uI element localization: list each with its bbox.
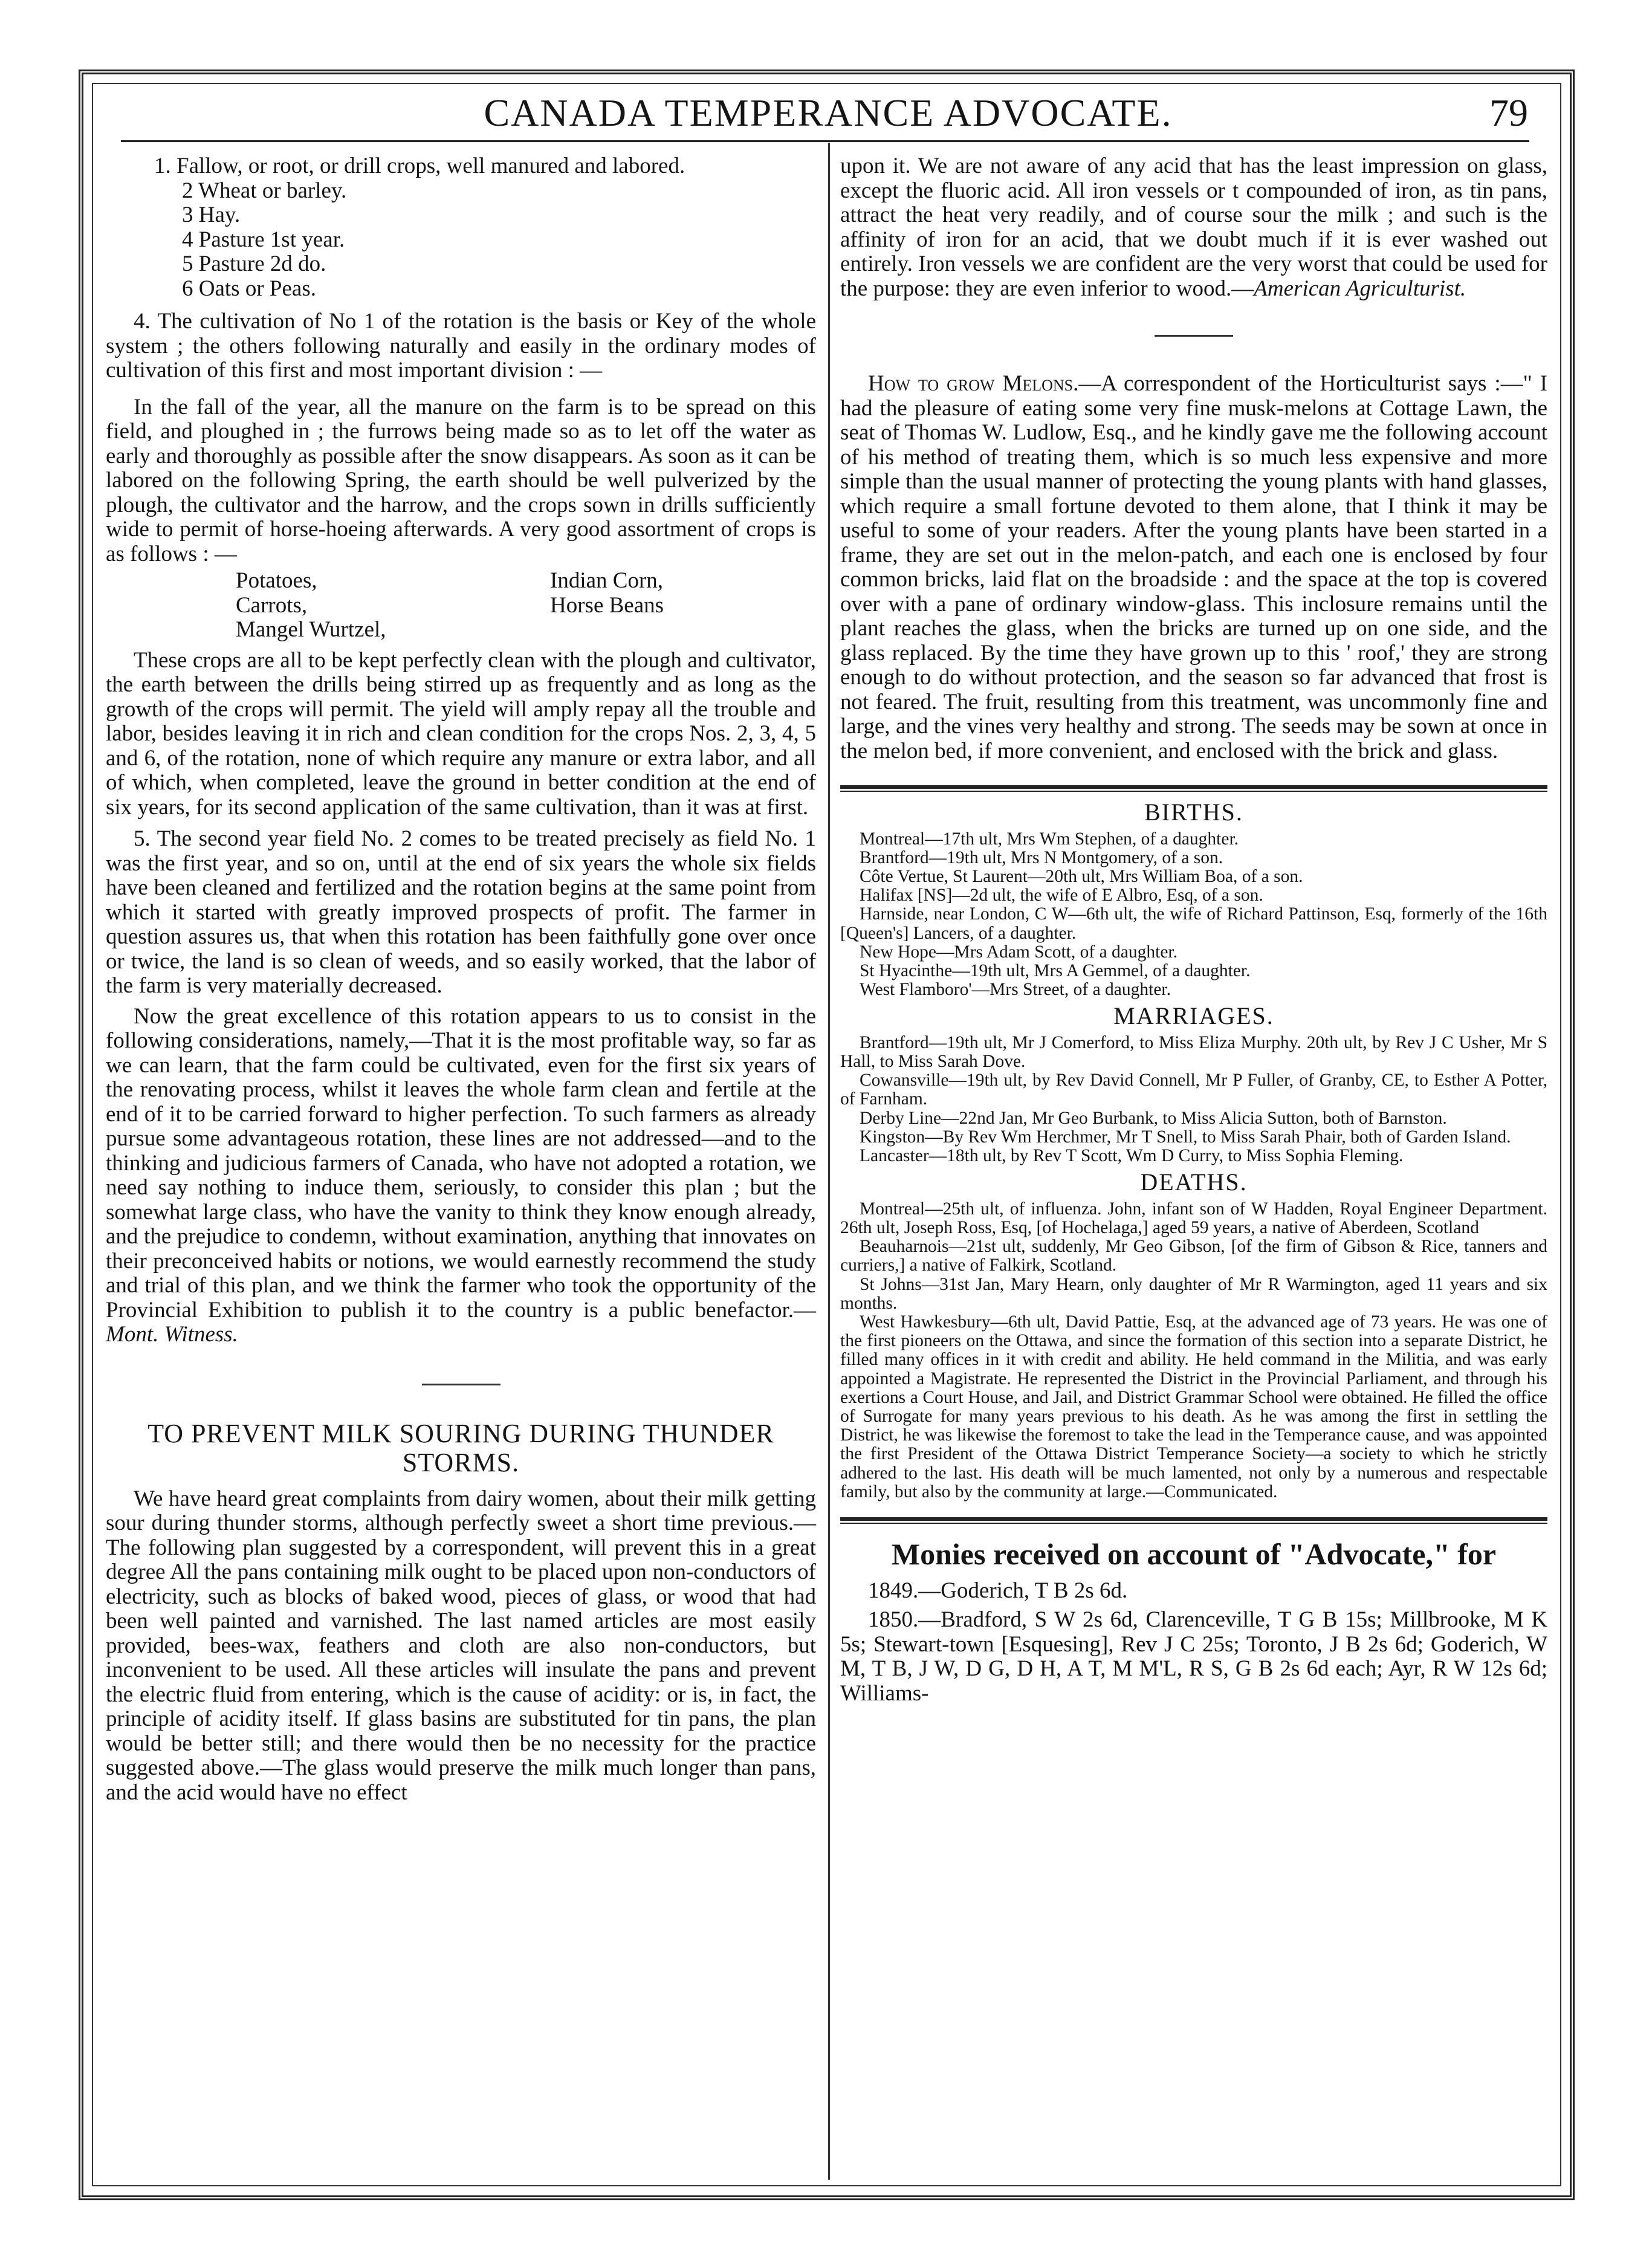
notice-item: Côte Vertue, St Laurent—20th ult, Mrs William Boa, of a son. [860,866,1303,886]
notice-item: West Hawkesbury—6th ult, David Pattie, Esq, at the advanced age of 73 years. He was one of the first pioneers on the Ottawa, and since the formation of this section into a separate District, he filled many offices in it with credit and ability. He held command in the Militia, and was early appointed a Magistrate. He represented the District in the Provincial Parliament, and through his exertions a Court House, and Jail, and District Grammar School were obtained. He filled the office of Surrogate for many years previous to his death. As he was among the first in settling the District, he was likewise the foremost to take the lead in the Temperance cause, and was appointed the first President of the Ottawa District Temperance Society—a society to which he strictly adhered to the last. His death will be much lamented, not only by a numerous and respectable family, but also by the community at large.—Communicated. [840,1312,1547,1501]
column-rule [828,143,830,2180]
header-rule [121,140,1529,142]
section-divider-heavy [840,1517,1547,1524]
notice-item: Beauharnois—21st ult, suddenly, Mr Geo Gibson, [of the firm of Gibson & Rice, tanners and curriers,] a native of Falkirk, Scotland. [840,1237,1547,1275]
rotation-item: 4 Pasture 1st year. [182,227,345,252]
source-signature: American Agriculturist. [1254,276,1466,301]
notice-item: Lancaster—18th ult, by Rev T Scott, Wm D Curry, to Miss Sophia Fleming. [860,1146,1404,1166]
paragraph [840,154,1547,301]
page-number: 79 [1489,91,1528,134]
paragraph-text: Now the great excellence of this rotation appears to us to consist in the following considerations, namely,—That it is the most profitable way, so far as we can learn, that the farm could be cultivated, even for the first six years of the renovating process, whilst it leaves the whole farm clean and fertile at the end of it to be carried forward to higher perfection. To such farmers as already pursue some advantageous rotation, these lines are not addressed—and to the thinking and judicious farmers of Canada, who have not adopted a rotation, we need say nothing to induce them, seriously, to consider this plan ; but the somewhat large class, who have the vanity to think they know enough already, and the prejudice to condemn, without examination, anything that innovates on their preconceived habits or notions, we would earnestly recommend the study and trial of this plan, and we think the farmer who took the opportunity of the Provincial Exhibition to publish it to the country is a public benefactor.— [106,1003,816,1323]
paragraph [840,372,1547,763]
left-column [106,154,816,1805]
paragraph: 5. The second year field No. 2 comes to be treated precisely as field No. 1 was the first year, and so on, until at the end of six years the whole six fields have been cleaned and fertilized and the rotation begins at the same point from which it started with greatly improved prospects of profit. The farmer in question assures us, that when this rotation has been faithfully gone over once or twice, the land is so clean of weeds, and so easily worked, that the labor of the farm is very materially decreased. [106,826,816,998]
rotation-item: 5 Pasture 2d do. [182,251,326,276]
paragraph: 4. The cultivation of No 1 of the rotation is the basis or Key of the whole system ; the others following naturally and easily in the ordinary modes of cultivation of this first and most important division : — [106,309,816,383]
section-divider [422,1384,500,1385]
paragraph-text: upon it. We are not aware of any acid that has the least impression on glass, except the fluoric acid. All iron vessels or t compounded of iron, as tin pans, attract the heat very readily, and of course sour the milk ; and such is the affinity of iron for an acid, that we doubt much if it is ever washed out entirely. Iron vessels we are confident are the very worst that could be used for the purpose: they are even inferior to wood.— [840,154,1547,301]
crop-item: Indian Corn, [550,568,664,593]
marriages-list [840,1034,1547,1165]
notice-item: Derby Line—22nd Jan, Mr Geo Burbank, to Miss Alicia Sutton, both of Barnston. [860,1108,1447,1128]
article-title: TO PREVENT MILK SOURING DURING THUNDER STORMS. [147,1418,774,1477]
monies-heading: Monies received on account of "Advocate," for [891,1537,1497,1571]
crop-item: Mangel Wurtzel, [236,617,386,642]
deaths-list [840,1200,1547,1501]
notice-item: Kingston—By Rev Wm Herchmer, Mr T Snell, to Miss Sarah Phair, both of Garden Island. [860,1127,1511,1147]
rotation-item: 6 Oats or Peas. [182,276,316,301]
notice-item: Halifax [NS]—2d ult, the wife of E Albro, Esq, of a son. [860,886,1263,905]
notice-item: Cowansville—19th ult, by Rev David Connell, Mr P Fuller, of Granby, CE, to Esther A Potter, of Farnham. [840,1071,1547,1109]
paragraph: We have heard great complaints from dairy women, about their milk getting sour during thunder storms, although perfectly sweet a short time previous.—The following plan suggested by a correspondent, will prevent this in a great degree All the pans containing milk ought to be placed upon non-conductors of electricity, such as blocks of baked wood, pieces of glass, or wood that had been well painted and varnished. The last named articles are most easily provided, bees-wax, feathers and cloth are also non-conductors, but inconvenient to be used. All these articles will insulate the pans and prevent the electric fluid from entering, which is the cause of acidity: or is, in fact, the principle of acidity itself. If glass basins are substituted for tin pans, the plan would be better still; and there would then be no necessity for the practice suggested above.—The glass would preserve the milk much longer than pans, and the acid would have no effect [106,1486,816,1805]
rotation-item: 2 Wheat or barley. [182,178,347,203]
monies-entry: 1850.—Bradford, S W 2s 6d, Clarenceville, T G B 15s; Millbrooke, M K 5s; Stewart-town [Esquesing], Rev J C 25s; Toronto, J B 2s 6d; Goderich, W M, T B, J W, D G, D H, A T, M M'L, R S, G B 2s 6d each; Ayr, R W 12s 6d; Williams- [840,1607,1547,1706]
paragraph: In the fall of the year, all the manure on the farm is to be spread on this field, and ploughed in ; the furrows being made so as to let off the water as early and thoroughly as possible after the snow disappears. As soon as it can be labored on the following Spring, the earth should be well pulverized by the plough, the cultivator and the harrow, and the crops sown in drills sufficiently wide to permit of horse-hoeing afterwards. A very good assortment of crops is as follows : — [106,394,816,566]
notice-item: Brantford—19th ult, Mrs N Montgomery, of a son. [860,847,1223,867]
rotation-item: 1. Fallow, or root, or drill crops, well manured and labored. [154,154,685,178]
page-header [121,91,1535,139]
paragraph [106,1005,816,1347]
notice-item: Harnside, near London, C W—6th ult, the wife of Richard Pattinson, Esq, formerly of the 16th [Queen's] Lancers, of a daughter. [840,904,1547,943]
paragraph-text: —A correspondent of the Horticulturist says :—" I had the pleasure of eating some very fine musk-melons at Cottage Lawn, the seat of Thomas W. Ludlow, Esq., and he kindly gave me the following account of his method of treating them, which is so much less expensive and more simple than the usual manner of protecting the young plants with hand glasses, which require a small fortune devoted to them alone, that I think it may be useful to some of your readers. After the young plants have been started in a frame, they are set out in the melon-patch, and each one is enclosed by four common bricks, laid flat on the broadside : and the space at the top is covered over with a pane of ordinary window-glass. This inclosure remains until the plant reaches the glass, when the bricks are turned up on one side, and the glass replaced. By the time they have grown up to this ' roof,' they are strong enough to do without protection, and the season so far advanced that frost is not feared. The fruit, resulting from this treatment, was uncommonly fine and large, and the vines very healthy and strong. The seeds may be sown at once in the melon bed, if more convenient, and enclosed with the brick and glass. [840,371,1547,763]
section-divider [1155,335,1233,337]
births-heading: BIRTHS. [1144,798,1243,826]
crop-item [550,618,792,643]
crop-item: Carrots, [236,592,308,618]
source-signature: Mont. Witness. [106,1322,238,1347]
notice-item: New Hope—Mrs Adam Scott, of a daughter. [860,942,1177,962]
crop-item: Potatoes, [236,568,317,593]
notice-item: Montreal—25th ult, of influenza. John, infant son of W Hadden, Royal Engineer Department. 26th ult, Joseph Ross, Esq, [of Hochelaga,] aged 59 years, a native of Aberdeen, Scotland [840,1199,1547,1237]
newspaper-title: CANADA TEMPERANCE ADVOCATE. [484,91,1173,134]
rotation-list [106,154,816,301]
rotation-item: 3 Hay. [182,202,241,227]
monies-entry: 1849.—Goderich, T B 2s 6d. [868,1578,1128,1603]
notice-item: St Hyacinthe—19th ult, Mrs A Gemmel, of a daughter. [860,960,1251,980]
notice-item: Montreal—17th ult, Mrs Wm Stephen, of a daughter. [860,829,1239,849]
article-lead: How to grow Melons. [868,371,1079,396]
marriages-heading: MARRIAGES. [1113,1002,1274,1030]
notice-item: Brantford—19th ult, Mr J Comerford, to Miss Eliza Murphy. 20th ult, by Rev J C Usher, Mr S Hall, to Miss Sarah Dove. [840,1032,1547,1072]
notice-item: St Johns—31st Jan, Mary Hearn, only daughter of Mr R Warmington, aged 11 years and six months. [840,1274,1547,1313]
notice-item: West Flamboro'—Mrs Street, of a daughter. [860,980,1171,1000]
paragraph: These crops are all to be kept perfectly clean with the plough and cultivator, the earth between the drills being stirred up as frequently and as long as the growth of the crops will permit. The yield will amply repay all the trouble and labor, besides leaving it in rich and clean condition for the crops Nos. 2, 3, 4, 5 and 6, of the rotation, none of which require any manure or extra labor, and all of which, when completed, leave the ground in better condition at the end of six years, for its second application of the same cultivation, than it was at first. [106,647,816,820]
births-list [840,830,1547,1000]
right-column [840,154,1547,1706]
deaths-heading: DEATHS. [1140,1168,1248,1196]
section-divider-heavy [840,785,1547,792]
crop-list [106,569,816,643]
crop-item: Horse Beans [550,592,664,618]
